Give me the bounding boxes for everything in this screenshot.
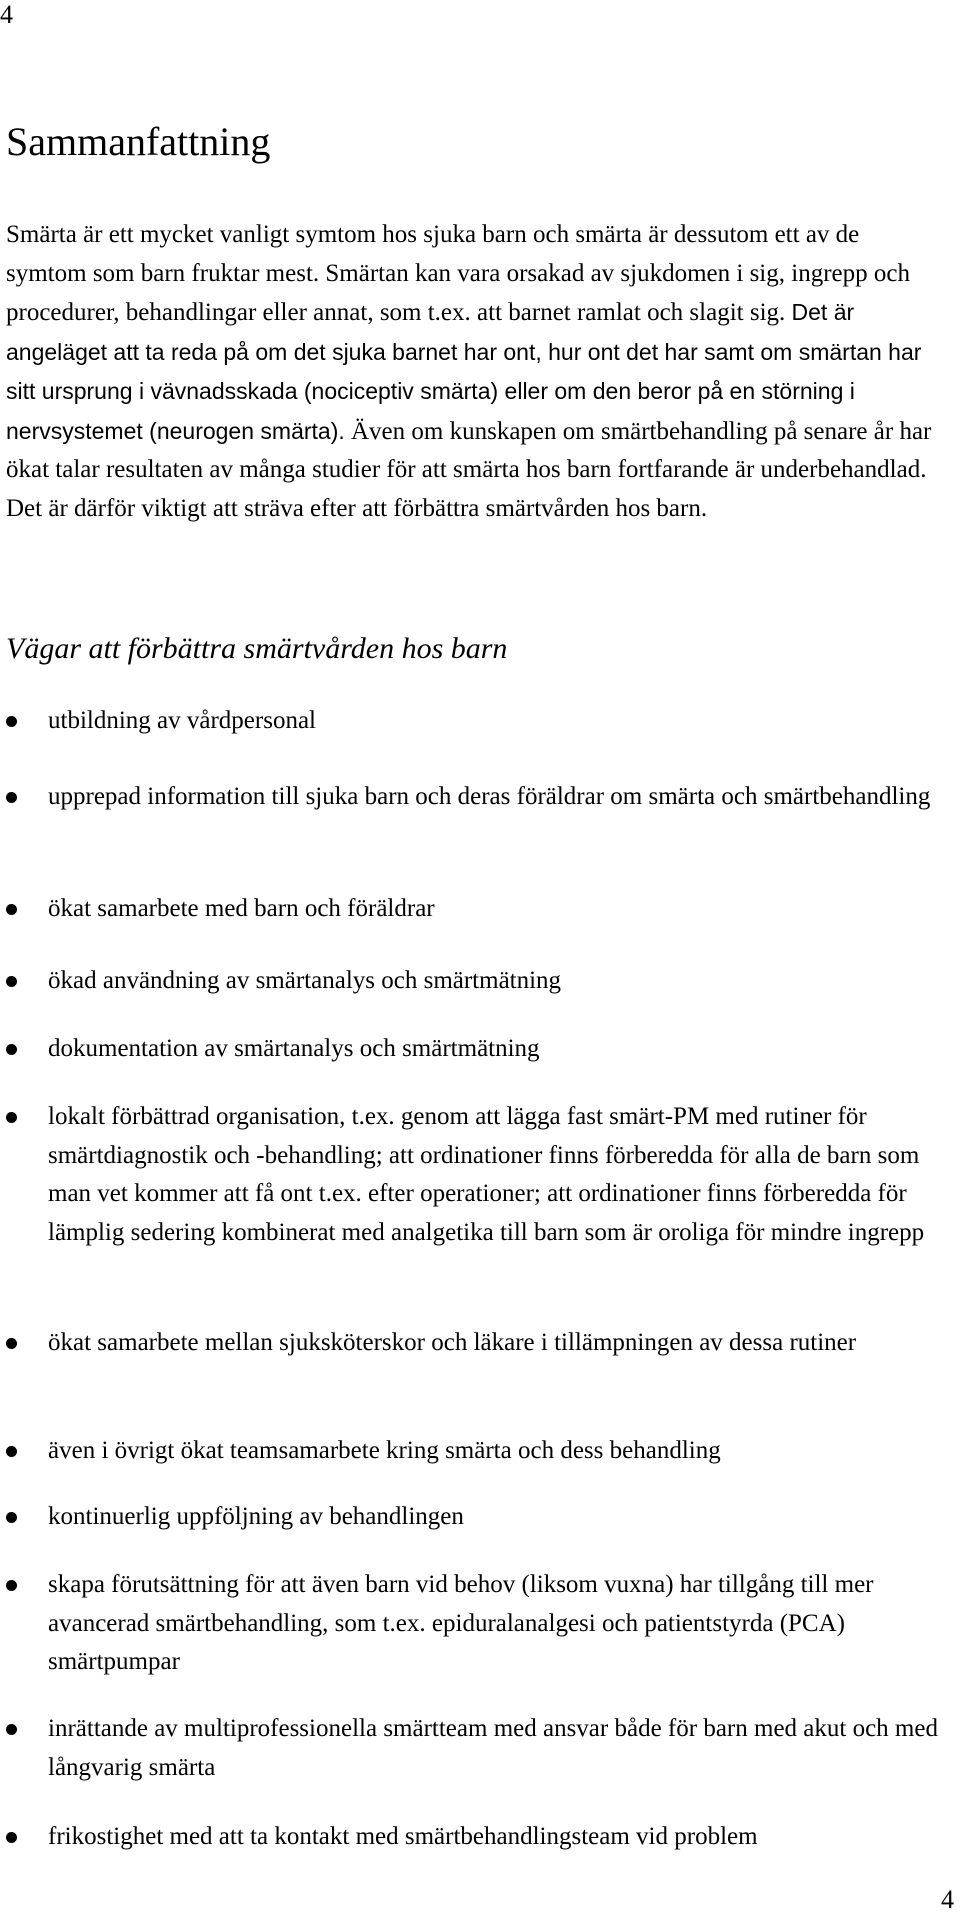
- bullet-text: kontinuerlig uppföljning av behandlingen: [48, 1503, 464, 1530]
- bullet-icon: [6, 976, 17, 987]
- bullet-icon: [6, 1724, 17, 1735]
- bullet-text: frikostighet med att ta kontakt med smärtbehandlingsteam vid problem: [48, 1823, 758, 1850]
- bullet-icon: [6, 904, 17, 915]
- bullet-text: ökat samarbete mellan sjuksköterskor och läkare i tillämpningen av dessa rutiner: [48, 1329, 857, 1356]
- bullet-text: även i övrigt ökat teamsamarbete kring smärta och dess behandling: [48, 1437, 721, 1464]
- bullet-text: upprepad information till sjuka barn och deras föräldrar om smärta och smärtbehandling: [48, 783, 931, 810]
- summary-text-3: Även om kunskapen om smärtbehandling på senare år har ökat talar resultaten av många studier för att smärta hos barn fortfarande är underbehandlad. Det är därför viktigt att sträva efter att förbättra smärtvården hos barn.: [6, 417, 932, 522]
- section-subheading: Vägar att förbättra smärtvården hos barn: [6, 632, 508, 665]
- bullet-icon: [6, 716, 17, 727]
- bullet-text: inrättande av multiprofessionella smärtteam med ansvar både för barn med akut och med långvarig smärta: [48, 1715, 938, 1781]
- page-number-bottom: 4: [941, 1885, 954, 1914]
- summary-paragraph: [6, 216, 940, 528]
- bullet-icon: [6, 1512, 17, 1523]
- bullet-icon: [6, 1112, 17, 1123]
- bullet-icon: [6, 1832, 17, 1843]
- bullet-text: lokalt förbättrad organisation, t.ex. genom att lägga fast smärt-PM med rutiner för smärtdiagnostik och -behandling; att ordinationer finns förberedda för alla de barn som man vet kommer att få ont t.ex. efter operationer; att ordinationer finns förberedda för lämplig sedering kombinerat med analgetika till barn som är oroliga för mindre ingrepp: [48, 1103, 925, 1246]
- bullet-icon: [6, 1044, 17, 1055]
- page-title: Sammanfattning: [6, 119, 271, 164]
- bullet-text: ökat samarbete med barn och föräldrar: [48, 895, 435, 922]
- bullet-text: ökad användning av smärtanalys och smärtmätning: [48, 967, 562, 994]
- page-number-top: 4: [0, 0, 13, 29]
- bullet-text: skapa förutsättning för att även barn vid behov (liksom vuxna) har tillgång till mer avancerad smärtbehandling, som t.ex. epiduralanalgesi och patientstyrda (PCA) smärtpumpar: [48, 1571, 874, 1675]
- bullet-icon: [6, 1580, 17, 1591]
- bullet-icon: [6, 1446, 17, 1457]
- bullet-icon: [6, 792, 17, 803]
- bullet-text: utbildning av vårdpersonal: [48, 707, 316, 734]
- summary-text-1: Smärta är ett mycket vanligt symtom hos sjuka barn och smärta är dessutom ett av de symtom som barn fruktar mest. Smärtan kan vara orsakad av sjukdomen i sig, ingrepp och procedurer, behandlingar eller annat, som t.ex. att barnet ramlat och slagit sig.: [6, 221, 910, 326]
- summary-text-2: Det är angeläget att ta reda på om det sjuka barnet har ont, hur ont det har samt om smärtan har sitt ursprung i vävnadsskada (nociceptiv smärta) eller om den beror på en störning i nervsystemet (neurogen smärta).: [6, 299, 922, 444]
- bullet-icon: [6, 1338, 17, 1349]
- bullet-text: dokumentation av smärtanalys och smärtmätning: [48, 1035, 540, 1062]
